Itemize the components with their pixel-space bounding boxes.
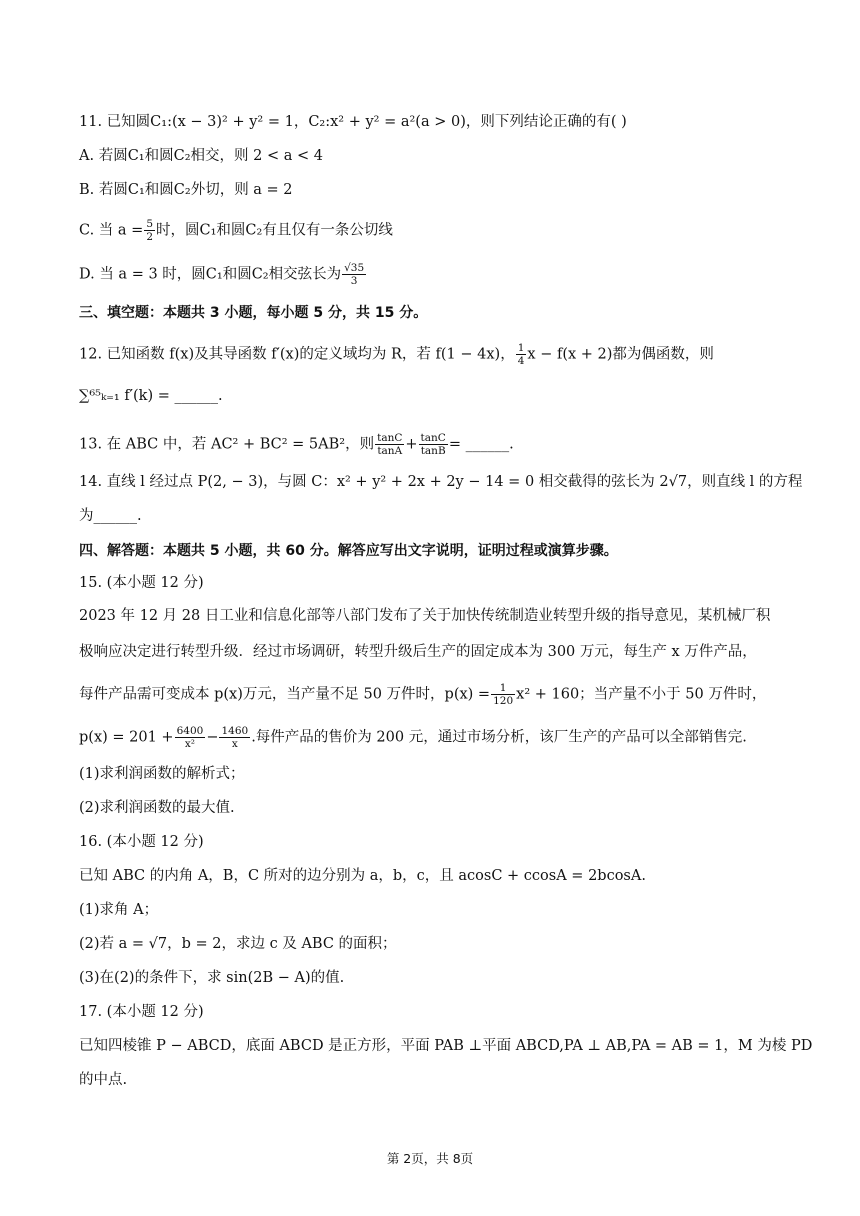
- fraction: $\frac{1}{120}$: [493, 682, 514, 707]
- question-16-part-2: (2)若 a = √7，b = 2，求边 c 及 ABC 的面积；: [79, 936, 397, 952]
- section-3-heading: 三、填空题：本题共 3 小题，每小题 5 分，共 15 分。: [79, 305, 428, 321]
- fraction: $\frac{√35}{3}$: [344, 262, 365, 287]
- option-11-b: B. 若圆C₁和圆C₂外切，则 a = 2: [79, 182, 293, 198]
- question-15-line-4: p(x) = 201 + $\frac{6400}{\text{x²}}$ − $\frac{1460}{x}$ .每件产品的售价为 200 元，通过市场分析，该厂生产的产品可以全部销售完.: [79, 725, 747, 750]
- question-16-header: 16. (本小题 12 分): [79, 834, 204, 850]
- question-16-part-1: (1)求角 A；: [79, 902, 159, 918]
- question-15-line-2: 极响应决定进行转型升级．经过市场调研，转型升级后生产的固定成本为 300 万元，每生产 x 万件产品，: [79, 644, 757, 660]
- question-15-header: 15. (本小题 12 分): [79, 575, 204, 591]
- fraction: $\frac{\tan C}{\tan A}$: [377, 432, 403, 457]
- question-17-line-2: 的中点.: [79, 1072, 128, 1088]
- question-15-line-3: 每件产品需可变成本 p(x)万元，当产量不足 50 万件时，p(x) = $\frac{1}{120}$ x² + 160；当产量不小于 50 万件时，: [79, 682, 767, 707]
- option-11-a: A. 若圆C₁和圆C₂相交，则 2 < a < 4: [79, 148, 323, 164]
- fraction: $\frac{1460}{x}$: [221, 725, 249, 750]
- question-16-part-3: (3)在(2)的条件下，求 sin(2B − A)的值.: [79, 970, 345, 986]
- option-11-d: D. 当 a = 3 时，圆C₁和圆C₂相交弦长为 $\frac{√35}{3}$: [79, 262, 365, 287]
- question-13: 13. 在 ABC 中，若 AC² + BC² = 5AB²，则 $\frac{\tan C}{\tan A}$ + $\frac{\tan C}{\tan B}$ = ______.: [79, 432, 514, 457]
- question-11-stem: 11. 已知圆C₁:(x − 3)² + y² = 1，C₂:x² + y² = a²(a > 0)，则下列结论正确的有( ): [79, 114, 627, 130]
- question-12-line-1: 12. 已知函数 f(x)及其导函数 f′(x)的定义域均为 R，若 f(1 − 4x)， $\frac{1}{4}$ x − f(x + 2)都为偶函数，则: [79, 342, 714, 367]
- question-15-line-1: 2023 年 12 月 28 日工业和信息化部等八部门发布了关于加快传统制造业转型升级的指导意见，某机械厂积: [79, 608, 771, 624]
- fraction: $\frac{6400}{\text{x²}}$: [176, 725, 204, 750]
- fraction: $\frac{\tan C}{\tan B}$: [420, 432, 446, 457]
- section-4-heading: 四、解答题：本题共 5 小题，共 60 分。解答应写出文字说明，证明过程或演算步骤。: [79, 543, 618, 559]
- option-11-c: C. 当 a = $\frac{5}{2}$ 时，圆C₁和圆C₂有且仅有一条公切线: [79, 218, 393, 243]
- question-12-line-2: ∑⁶⁵ₖ₌₁ f′(k) = ______.: [79, 388, 223, 404]
- question-17-line-1: 已知四棱锥 P − ABCD，底面 ABCD 是正方形，平面 PAB ⊥平面 ABCD,PA ⊥ AB,PA = AB = 1，M 为棱 PD: [79, 1038, 813, 1054]
- fraction: $\frac{1}{4}$: [517, 342, 525, 367]
- fraction: $\frac{5}{2}$: [146, 218, 153, 243]
- question-17-header: 17. (本小题 12 分): [79, 1004, 204, 1020]
- question-15-part-1: (1)求利润函数的解析式；: [79, 766, 245, 782]
- question-15-part-2: (2)求利润函数的最大值.: [79, 800, 235, 816]
- question-14-line-1: 14. 直线 l 经过点 P(2, − 3)，与圆 C：x² + y² + 2x + 2y − 14 = 0 相交截得的弦长为 2√7，则直线 l 的方程: [79, 474, 803, 490]
- question-14-line-2: 为______.: [79, 508, 142, 524]
- page-footer: 第 2页，共 8页: [386, 1151, 474, 1166]
- question-16-line-1: 已知 ABC 的内角 A，B，C 所对的边分别为 a，b，c，且 acosC + ccosA = 2bcosA.: [79, 868, 646, 884]
